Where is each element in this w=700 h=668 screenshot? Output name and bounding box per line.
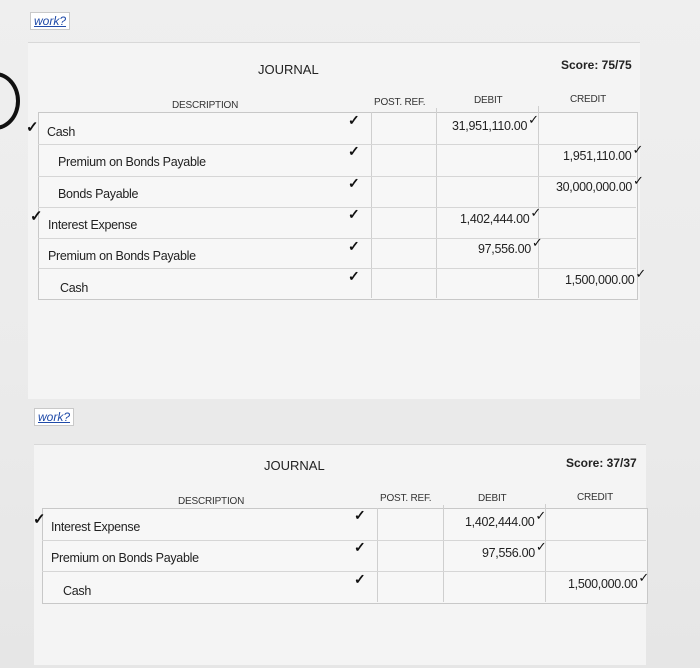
col-divider xyxy=(377,508,378,602)
col-divider xyxy=(436,108,437,298)
debit-input[interactable]: 1,402,444.00✓ xyxy=(465,508,546,529)
header-credit-2: CREDIT xyxy=(577,492,614,503)
check-icon: ✓ xyxy=(348,206,360,222)
col-divider xyxy=(443,505,444,602)
description-input[interactable]: Premium on Bonds Payable xyxy=(51,551,199,565)
debit-input[interactable]: 31,951,110.00✓ xyxy=(452,112,539,133)
work-link-2[interactable]: work? xyxy=(34,408,74,426)
debit-input[interactable]: 1,402,444.00✓ xyxy=(460,205,541,226)
check-icon: ✓ xyxy=(348,143,360,159)
check-icon: ✓ xyxy=(348,112,360,128)
credit-input[interactable]: 30,000,000.00✓ xyxy=(556,173,644,194)
row-divider xyxy=(38,176,636,177)
check-icon: ✓ xyxy=(528,112,539,127)
entry-check-icon: ✓ xyxy=(33,511,46,528)
check-icon: ✓ xyxy=(354,571,366,587)
header-credit-1: CREDIT xyxy=(570,94,607,105)
debit-input[interactable]: 97,556.00✓ xyxy=(478,235,543,256)
check-icon: ✓ xyxy=(354,507,366,523)
row-divider xyxy=(38,238,636,239)
row-divider xyxy=(42,540,646,541)
header-description-2: DESCRIPTION xyxy=(178,496,245,507)
debit-input[interactable]: 97,556.00✓ xyxy=(482,539,547,560)
description-input[interactable]: Premium on Bonds Payable xyxy=(58,155,206,169)
description-input[interactable]: Interest Expense xyxy=(51,520,141,534)
row-divider xyxy=(38,268,636,269)
check-icon: ✓ xyxy=(531,235,543,250)
row-divider xyxy=(38,144,636,145)
header-debit-2: DEBIT xyxy=(478,493,507,504)
work-link-1[interactable]: work? xyxy=(30,12,70,30)
check-icon: ✓ xyxy=(348,268,360,284)
check-icon: ✓ xyxy=(348,238,360,254)
score-1: Score: 75/75 xyxy=(561,58,632,72)
header-post-ref-1: POST. REF. xyxy=(374,97,426,108)
check-icon: ✓ xyxy=(354,539,366,555)
credit-input[interactable]: 1,951,110.00✓ xyxy=(563,142,644,163)
description-input[interactable]: Interest Expense xyxy=(48,218,138,232)
journal-title-2: JOURNAL xyxy=(264,458,325,473)
check-icon: ✓ xyxy=(535,508,546,523)
col-divider xyxy=(538,106,539,298)
check-icon: ✓ xyxy=(633,173,644,188)
check-icon: ✓ xyxy=(535,539,547,554)
journal-table-1 xyxy=(38,112,638,300)
description-input[interactable]: Cash xyxy=(47,125,75,139)
credit-input[interactable]: 1,500,000.00✓ xyxy=(565,266,646,287)
header-description-1: DESCRIPTION xyxy=(172,100,239,111)
entry-check-icon: ✓ xyxy=(30,208,43,225)
check-icon: ✓ xyxy=(635,266,646,281)
journal-title-1: JOURNAL xyxy=(258,62,319,77)
check-icon: ✓ xyxy=(638,570,649,585)
credit-input[interactable]: 1,500,000.00✓ xyxy=(568,570,649,591)
description-input[interactable]: Cash xyxy=(60,281,88,295)
row-divider xyxy=(38,207,636,208)
description-input[interactable]: Bonds Payable xyxy=(58,187,139,201)
col-divider xyxy=(371,112,372,298)
score-2: Score: 37/37 xyxy=(566,456,637,470)
description-input[interactable]: Premium on Bonds Payable xyxy=(48,249,196,263)
check-icon: ✓ xyxy=(530,205,541,220)
check-icon: ✓ xyxy=(348,175,360,191)
entry-check-icon: ✓ xyxy=(26,119,39,136)
header-debit-1: DEBIT xyxy=(474,95,503,106)
binder-ring-shape xyxy=(0,72,20,130)
row-divider xyxy=(42,571,646,572)
check-icon: ✓ xyxy=(632,142,644,157)
header-post-ref-2: POST. REF. xyxy=(380,493,432,504)
description-input[interactable]: Cash xyxy=(63,584,91,598)
